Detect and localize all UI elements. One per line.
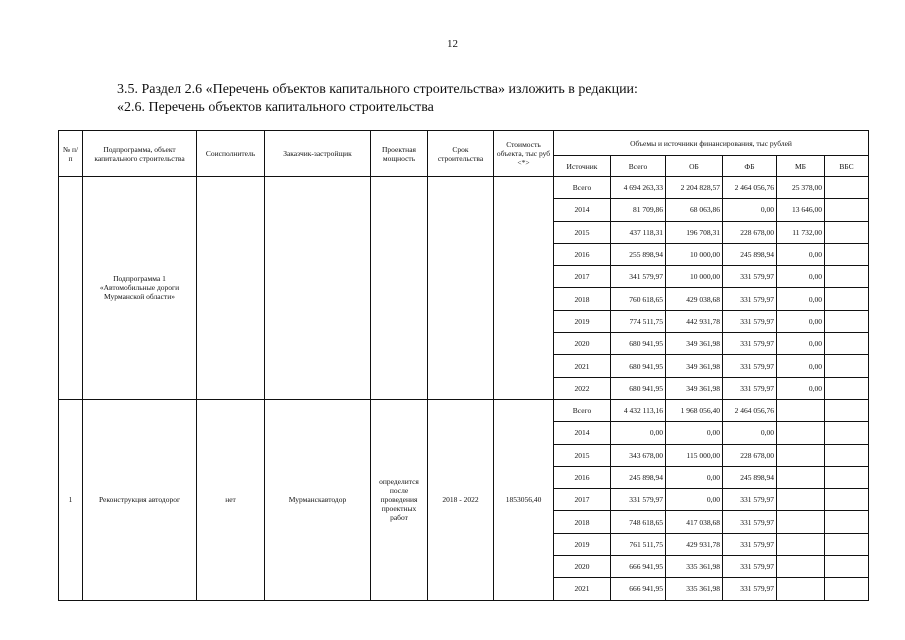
group1-source-cell: 2016 xyxy=(554,243,611,265)
group1-source-cell: 2019 xyxy=(554,310,611,332)
group1-fb-cell: 331 579,97 xyxy=(723,266,777,288)
group1-subprogram-cell: Подпрограмма 1 «Автомобильные дороги Мурманской области» xyxy=(83,177,197,400)
group1-vbs-cell xyxy=(825,377,869,399)
group1-mb-cell: 11 732,00 xyxy=(777,221,825,243)
group2-total-cell: 331 579,97 xyxy=(611,489,666,511)
group2-ob-cell: 0,00 xyxy=(666,466,723,488)
group1-fb-cell: 2 464 056,76 xyxy=(723,177,777,199)
group2-fb-cell: 331 579,97 xyxy=(723,511,777,533)
group1-total-cell: 760 618,65 xyxy=(611,288,666,310)
group1-ob-cell: 2 204 828,57 xyxy=(666,177,723,199)
header-subprogram: Подпрограмма, объект капитального строительства xyxy=(83,131,197,177)
header-fb: ФБ xyxy=(723,156,777,177)
group2-total-cell: 761 511,75 xyxy=(611,533,666,555)
group1-capacity-cell xyxy=(371,177,428,400)
group1-fb-cell: 331 579,97 xyxy=(723,377,777,399)
group2-total-cell: 343 678,00 xyxy=(611,444,666,466)
group1-fb-cell: 245 898,94 xyxy=(723,243,777,265)
group2-mb-cell xyxy=(777,511,825,533)
group1-vbs-cell xyxy=(825,310,869,332)
group2-vbs-cell xyxy=(825,511,869,533)
header-num: № п/п xyxy=(59,131,83,177)
group1-total-cell: 81 709,86 xyxy=(611,199,666,221)
group1-ob-cell: 68 063,86 xyxy=(666,199,723,221)
group2-vbs-cell xyxy=(825,533,869,555)
header-vbs: ВБС xyxy=(825,156,869,177)
group1-total-cell: 255 898,94 xyxy=(611,243,666,265)
header-capacity: Проектная мощность xyxy=(371,131,428,177)
group2-fb-cell: 228 678,00 xyxy=(723,444,777,466)
group2-term-cell: 2018 - 2022 xyxy=(428,399,494,600)
page-number: 12 xyxy=(447,38,458,50)
header-coexecutor: Соисполнитель xyxy=(197,131,265,177)
group2-total-cell: 245 898,94 xyxy=(611,466,666,488)
group1-ob-cell: 10 000,00 xyxy=(666,243,723,265)
group2-ob-cell: 115 000,00 xyxy=(666,444,723,466)
group1-fb-cell: 331 579,97 xyxy=(723,310,777,332)
group2-ob-cell: 1 968 056,40 xyxy=(666,399,723,421)
group1-mb-cell: 0,00 xyxy=(777,288,825,310)
group1-source-cell: 2014 xyxy=(554,199,611,221)
group2-ob-cell: 0,00 xyxy=(666,422,723,444)
group2-vbs-cell xyxy=(825,422,869,444)
capital-construction-table xyxy=(58,130,869,601)
group2-total-cell: 0,00 xyxy=(611,422,666,444)
group1-vbs-cell xyxy=(825,221,869,243)
group1-vbs-cell xyxy=(825,243,869,265)
group1-ob-cell: 196 708,31 xyxy=(666,221,723,243)
group1-ob-cell: 442 931,78 xyxy=(666,310,723,332)
header-customer: Заказчик-застройщик xyxy=(265,131,371,177)
group2-mb-cell xyxy=(777,578,825,600)
group1-ob-cell: 429 038,68 xyxy=(666,288,723,310)
group2-vbs-cell xyxy=(825,399,869,421)
group1-vbs-cell xyxy=(825,333,869,355)
group1-total-cell: 341 579,97 xyxy=(611,266,666,288)
group2-vbs-cell xyxy=(825,556,869,578)
group2-fb-cell: 245 898,94 xyxy=(723,466,777,488)
group2-total-cell: 666 941,95 xyxy=(611,556,666,578)
group2-ob-cell: 335 361,98 xyxy=(666,556,723,578)
group2-source-cell: Всего xyxy=(554,399,611,421)
group1-coexecutor-cell xyxy=(197,177,265,400)
group1-mb-cell: 13 646,00 xyxy=(777,199,825,221)
table-row xyxy=(59,399,869,421)
group2-source-cell: 2019 xyxy=(554,533,611,555)
group1-ob-cell: 349 361,98 xyxy=(666,377,723,399)
group2-source-cell: 2016 xyxy=(554,466,611,488)
group1-term-cell xyxy=(428,177,494,400)
group1-total-cell: 774 511,75 xyxy=(611,310,666,332)
heading-line-2: «2.6. Перечень объектов капитального строительства xyxy=(117,100,434,115)
group2-capacity-cell: определится после проведения проектных работ xyxy=(371,399,428,600)
group1-mb-cell: 0,00 xyxy=(777,266,825,288)
group1-fb-cell: 331 579,97 xyxy=(723,288,777,310)
group2-ob-cell: 417 038,68 xyxy=(666,511,723,533)
group2-total-cell: 666 941,95 xyxy=(611,578,666,600)
group2-ob-cell: 429 931,78 xyxy=(666,533,723,555)
group2-mb-cell xyxy=(777,444,825,466)
group1-source-cell: 2017 xyxy=(554,266,611,288)
section-heading xyxy=(117,81,638,117)
group2-fb-cell: 0,00 xyxy=(723,422,777,444)
group2-fb-cell: 331 579,97 xyxy=(723,489,777,511)
group1-source-cell: 2018 xyxy=(554,288,611,310)
group1-num-cell xyxy=(59,177,83,400)
header-row-1 xyxy=(59,131,869,156)
group1-vbs-cell xyxy=(825,288,869,310)
group2-total-cell: 4 432 113,16 xyxy=(611,399,666,421)
group2-mb-cell xyxy=(777,489,825,511)
group2-mb-cell xyxy=(777,422,825,444)
group2-source-cell: 2020 xyxy=(554,556,611,578)
header-funding: Объемы и источники финансирования, тыс рублей xyxy=(554,131,869,156)
group2-fb-cell: 331 579,97 xyxy=(723,533,777,555)
group2-fb-cell: 331 579,97 xyxy=(723,556,777,578)
group1-mb-cell: 0,00 xyxy=(777,310,825,332)
group2-source-cell: 2014 xyxy=(554,422,611,444)
table-row xyxy=(59,177,869,199)
group1-total-cell: 680 941,95 xyxy=(611,355,666,377)
group1-cost-cell xyxy=(494,177,554,400)
header-total: Всего xyxy=(611,156,666,177)
header-mb: МБ xyxy=(777,156,825,177)
group2-coexecutor-cell: нет xyxy=(197,399,265,600)
group1-total-cell: 680 941,95 xyxy=(611,377,666,399)
heading-line-1: 3.5. Раздел 2.6 «Перечень объектов капитального строительства» изложить в редакции: xyxy=(117,82,638,97)
group2-mb-cell xyxy=(777,533,825,555)
group2-vbs-cell xyxy=(825,489,869,511)
group2-source-cell: 2015 xyxy=(554,444,611,466)
header-cost: Стоимость объекта, тыс руб <*> xyxy=(494,131,554,177)
group1-vbs-cell xyxy=(825,355,869,377)
group2-customer-cell: Мурманскавтодор xyxy=(265,399,371,600)
group2-fb-cell: 2 464 056,76 xyxy=(723,399,777,421)
group2-vbs-cell xyxy=(825,578,869,600)
group1-vbs-cell xyxy=(825,199,869,221)
group2-source-cell: 2021 xyxy=(554,578,611,600)
group1-mb-cell: 0,00 xyxy=(777,355,825,377)
group1-mb-cell: 0,00 xyxy=(777,333,825,355)
group1-total-cell: 680 941,95 xyxy=(611,333,666,355)
group2-mb-cell xyxy=(777,399,825,421)
group2-source-cell: 2017 xyxy=(554,489,611,511)
group1-source-cell: 2015 xyxy=(554,221,611,243)
group1-mb-cell: 0,00 xyxy=(777,243,825,265)
group1-mb-cell: 25 378,00 xyxy=(777,177,825,199)
group1-total-cell: 437 118,31 xyxy=(611,221,666,243)
group1-fb-cell: 0,00 xyxy=(723,199,777,221)
header-source: Источник xyxy=(554,156,611,177)
group2-mb-cell xyxy=(777,466,825,488)
header-term: Срок строительства xyxy=(428,131,494,177)
group2-mb-cell xyxy=(777,556,825,578)
group1-source-cell: 2021 xyxy=(554,355,611,377)
group1-source-cell: 2022 xyxy=(554,377,611,399)
group2-ob-cell: 0,00 xyxy=(666,489,723,511)
group1-fb-cell: 331 579,97 xyxy=(723,355,777,377)
group2-num-cell: 1 xyxy=(59,399,83,600)
group1-ob-cell: 349 361,98 xyxy=(666,355,723,377)
group1-total-cell: 4 694 263,33 xyxy=(611,177,666,199)
group1-ob-cell: 349 361,98 xyxy=(666,333,723,355)
group2-vbs-cell xyxy=(825,444,869,466)
group2-total-cell: 748 618,65 xyxy=(611,511,666,533)
group1-source-cell: Всего xyxy=(554,177,611,199)
group1-mb-cell: 0,00 xyxy=(777,377,825,399)
group1-fb-cell: 331 579,97 xyxy=(723,333,777,355)
group1-fb-cell: 228 678,00 xyxy=(723,221,777,243)
group2-cost-cell: 1853056,40 xyxy=(494,399,554,600)
group1-source-cell: 2020 xyxy=(554,333,611,355)
header-ob: ОБ xyxy=(666,156,723,177)
group2-fb-cell: 331 579,97 xyxy=(723,578,777,600)
group1-vbs-cell xyxy=(825,266,869,288)
group2-source-cell: 2018 xyxy=(554,511,611,533)
group2-ob-cell: 335 361,98 xyxy=(666,578,723,600)
group2-vbs-cell xyxy=(825,466,869,488)
group1-customer-cell xyxy=(265,177,371,400)
group2-subprogram-cell: Реконструкция автодорог xyxy=(83,399,197,600)
group1-vbs-cell xyxy=(825,177,869,199)
group1-ob-cell: 10 000,00 xyxy=(666,266,723,288)
